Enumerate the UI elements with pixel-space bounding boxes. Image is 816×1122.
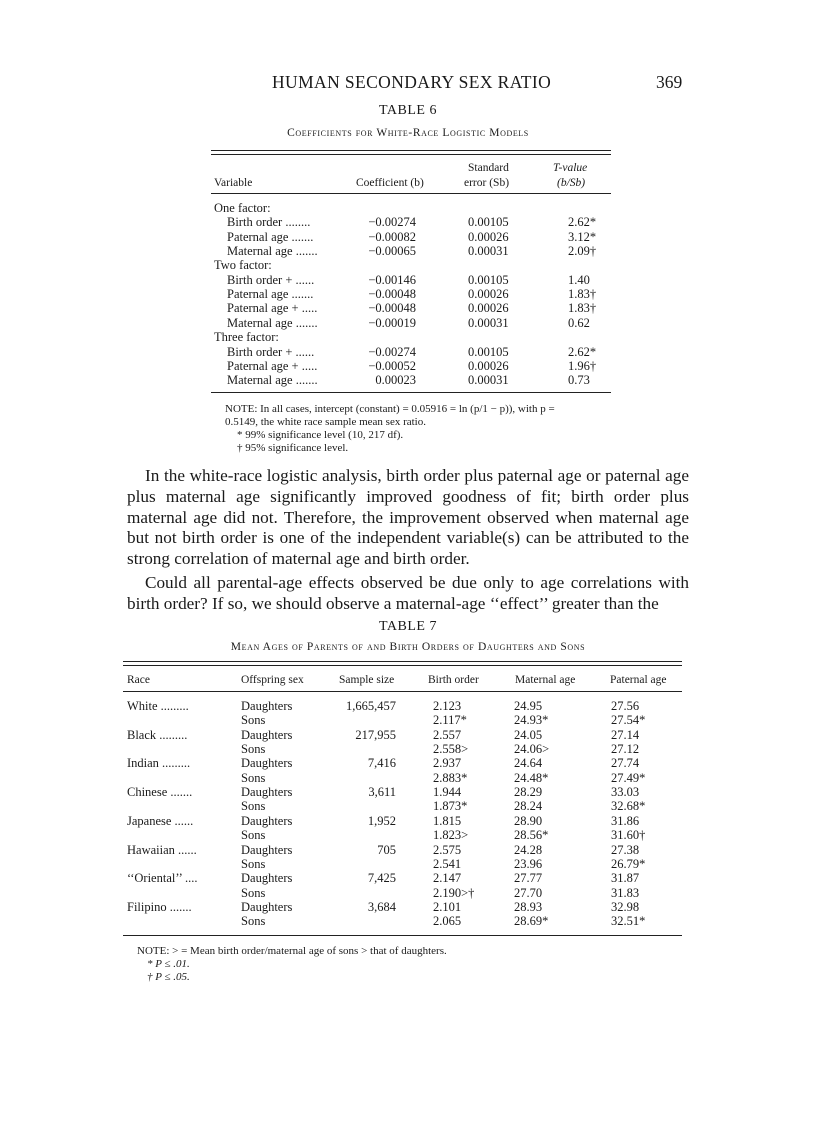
table7-paternal-age: 31.60† bbox=[611, 828, 646, 843]
table7-bottom-rule bbox=[123, 935, 682, 936]
table6-note-99: * 99% significance level (10, 217 df). bbox=[237, 429, 404, 441]
table7-birth-order: 1.944 bbox=[433, 785, 462, 800]
table7-offspring-sex: Sons bbox=[241, 799, 266, 814]
table6-header-se-2: error (Sb) bbox=[464, 177, 510, 189]
table7-paternal-age: 31.83 bbox=[611, 885, 640, 900]
table6-coefficient: −0.00274 bbox=[368, 344, 416, 359]
table7-maternal-age: 24.95 bbox=[514, 699, 543, 713]
table7-maternal-age: 28.93 bbox=[514, 899, 543, 914]
table6-caption: Coefficients for White-Race Logistic Models bbox=[287, 127, 529, 139]
table7-maternal-age: 24.48* bbox=[514, 770, 549, 785]
table7-maternal-age: 28.29 bbox=[514, 785, 543, 800]
table7-header-race: Race bbox=[127, 674, 150, 686]
table7-paternal-age: 32.51* bbox=[611, 914, 646, 929]
table7-birth-order: 2.883* bbox=[433, 770, 468, 785]
table6-note-intercept-cont: 0.5149, the white race sample mean sex ratio. bbox=[225, 416, 426, 428]
table6-variable: Paternal age + ..... bbox=[227, 301, 318, 316]
table7-birth-order: 2.575 bbox=[433, 842, 462, 857]
table6-coefficient: −0.00019 bbox=[368, 315, 416, 330]
table7-birth-order: 2.117* bbox=[433, 713, 467, 728]
table7-offspring-sex: Sons bbox=[241, 742, 266, 757]
table7-offspring-sex: Daughters bbox=[241, 899, 293, 914]
table7-row bbox=[127, 742, 687, 756]
table6-variable: Maternal age ....... bbox=[227, 315, 318, 330]
table6-t-value: 2.62* bbox=[568, 344, 597, 359]
table7-sample-size: 3,611 bbox=[368, 785, 396, 800]
table7-race: Hawaiian ...... bbox=[127, 842, 197, 857]
table7-offspring-sex: Sons bbox=[241, 856, 266, 871]
table7-offspring-sex: Daughters bbox=[241, 727, 293, 742]
table6-coefficient: −0.00146 bbox=[368, 272, 416, 287]
table6-coefficient: 0.00023 bbox=[375, 373, 416, 388]
table6-t-value: 1.40 bbox=[568, 272, 590, 287]
table7-birth-order: 2.190>† bbox=[433, 885, 475, 900]
table7-sample-size: 1,665,457 bbox=[346, 699, 396, 713]
table7 bbox=[127, 0, 687, 960]
table7-birth-order: 2.541 bbox=[433, 856, 462, 871]
table7-sample-size: 1,952 bbox=[367, 813, 396, 828]
table7-race: White ......... bbox=[127, 699, 189, 713]
table6-header-variable: Variable bbox=[214, 177, 253, 189]
table7-race: Indian ......... bbox=[127, 756, 191, 771]
table7-paternal-age: 27.49* bbox=[611, 770, 646, 785]
table6-t-value: 1.83† bbox=[568, 287, 597, 302]
table7-maternal-age: 28.90 bbox=[514, 813, 543, 828]
table7-birth-order: 2.147 bbox=[433, 871, 462, 886]
table6-variable: Maternal age ....... bbox=[227, 373, 318, 388]
table6-standard-error: 0.00031 bbox=[468, 315, 509, 330]
table7-header-rule bbox=[123, 691, 682, 692]
table7-race: ‘‘Oriental’’ .... bbox=[127, 871, 198, 886]
table6-coefficient: −0.00065 bbox=[368, 244, 416, 259]
table7-race: Japanese ...... bbox=[127, 813, 194, 828]
table6-standard-error: 0.00026 bbox=[468, 358, 509, 373]
table6-variable: Birth order + ...... bbox=[227, 344, 315, 359]
table7-header-maternal: Maternal age bbox=[515, 674, 576, 686]
table7-maternal-age: 28.56* bbox=[514, 828, 549, 843]
table7-maternal-age: 24.64 bbox=[514, 756, 543, 771]
table7-offspring-sex: Daughters bbox=[241, 871, 293, 886]
table7-maternal-age: 27.77 bbox=[514, 871, 543, 886]
table6-standard-error: 0.00026 bbox=[468, 229, 509, 244]
table7-row bbox=[127, 843, 687, 857]
table6-variable: Birth order ........ bbox=[227, 215, 311, 230]
table7-row bbox=[127, 799, 687, 813]
table7-note-p01: * P ≤ .01. bbox=[147, 958, 190, 970]
table7-caption: Mean Ages of Parents of and Birth Orders of Daughters and Sons bbox=[230, 641, 586, 653]
table7-paternal-age: 33.03 bbox=[611, 785, 640, 800]
table7-race: Chinese ....... bbox=[127, 785, 193, 800]
table7-paternal-age: 27.38 bbox=[611, 842, 640, 857]
table7-row bbox=[127, 756, 687, 770]
table7-birth-order: 2.123 bbox=[433, 699, 462, 713]
table6-variable: Maternal age ....... bbox=[227, 244, 318, 259]
table7-row bbox=[127, 914, 687, 928]
table7-offspring-sex: Daughters bbox=[241, 785, 293, 800]
table6-t-value: 0.62 bbox=[568, 315, 590, 330]
table7-birth-order: 2.557 bbox=[433, 727, 462, 742]
table6-coefficient: −0.00052 bbox=[368, 358, 416, 373]
table7-sample-size: 705 bbox=[377, 842, 396, 857]
table7-maternal-age: 23.96 bbox=[514, 856, 543, 871]
table7-maternal-age: 24.05 bbox=[514, 727, 543, 742]
table6-t-value: 0.73 bbox=[568, 373, 590, 388]
table7-maternal-age: 28.69* bbox=[514, 914, 549, 929]
body-paragraph-2: Could all parental-age effects observed be due only to age correlations with birth order? If so, we should observe a maternal-age ‘‘effect’’ greater than the bbox=[127, 572, 689, 613]
table6-coefficient: −0.00048 bbox=[368, 287, 416, 302]
table6-label: TABLE 6 bbox=[379, 103, 437, 118]
table7-row bbox=[127, 886, 687, 900]
table7-offspring-sex: Sons bbox=[241, 770, 266, 785]
table7-note-main: NOTE: > = Mean birth order/maternal age of sons > that of daughters. bbox=[137, 945, 447, 957]
table6-header-se-1: Standard bbox=[468, 162, 509, 174]
table7-offspring-sex: Sons bbox=[241, 713, 266, 728]
table7-birth-order: 2.937 bbox=[433, 756, 462, 771]
table7-label: TABLE 7 bbox=[379, 619, 437, 634]
table7-sample-size: 217,955 bbox=[355, 727, 396, 742]
table7-row bbox=[127, 828, 687, 842]
table7-paternal-age: 27.74 bbox=[611, 756, 640, 771]
table7-maternal-age: 24.28 bbox=[514, 842, 543, 857]
table7-sample-size: 7,416 bbox=[367, 756, 396, 771]
table7-row bbox=[127, 900, 687, 914]
table7-offspring-sex: Sons bbox=[241, 914, 266, 929]
table6-header-coefficient: Coefficient (b) bbox=[356, 177, 424, 189]
table7-row bbox=[127, 728, 687, 742]
table7-offspring-sex: Daughters bbox=[241, 842, 293, 857]
table7-row bbox=[127, 871, 687, 885]
table7-row bbox=[127, 857, 687, 871]
table6-variable: Paternal age + ..... bbox=[227, 358, 318, 373]
table7-paternal-age: 32.98 bbox=[611, 899, 640, 914]
table7-row bbox=[127, 785, 687, 799]
page-number: 369 bbox=[656, 72, 683, 92]
table7-row bbox=[127, 713, 687, 727]
table7-race: Filipino ....... bbox=[127, 899, 192, 914]
table6-group-label: One factor: bbox=[214, 201, 271, 215]
table7-offspring-sex: Daughters bbox=[241, 813, 293, 828]
table7-paternal-age: 32.68* bbox=[611, 799, 646, 814]
table7-birth-order: 2.558> bbox=[433, 742, 469, 757]
table7-paternal-age: 31.86 bbox=[611, 813, 640, 828]
table7-header-size: Sample size bbox=[339, 674, 395, 686]
table7-offspring-sex: Daughters bbox=[241, 756, 293, 771]
table6-coefficient: −0.00048 bbox=[368, 301, 416, 316]
table6-group-label: Two factor: bbox=[214, 258, 272, 273]
table7-paternal-age: 27.12 bbox=[611, 742, 640, 757]
table6-note-95: † 95% significance level. bbox=[237, 442, 349, 454]
table6-standard-error: 0.00105 bbox=[468, 215, 509, 230]
table6-header-t-1: T-value bbox=[553, 162, 588, 174]
table6-standard-error: 0.00031 bbox=[468, 244, 509, 259]
table7-note-p05: † P ≤ .05. bbox=[147, 971, 190, 983]
table7-sample-size: 7,425 bbox=[367, 871, 396, 886]
table7-maternal-age: 24.93* bbox=[514, 713, 549, 728]
table7-row bbox=[127, 699, 687, 713]
table6-t-value: 1.83† bbox=[568, 301, 597, 316]
table6-t-value: 1.96† bbox=[568, 358, 597, 373]
table7-row bbox=[127, 814, 687, 828]
table6-variable: Birth order + ...... bbox=[227, 272, 315, 287]
table7-birth-order: 1.823> bbox=[433, 828, 469, 843]
table7-offspring-sex: Daughters bbox=[241, 699, 293, 713]
table6-standard-error: 0.00105 bbox=[468, 344, 509, 359]
table7-paternal-age: 27.54* bbox=[611, 713, 646, 728]
table7-sample-size: 3,684 bbox=[367, 899, 396, 914]
table7-header-birth-order: Birth order bbox=[428, 674, 479, 686]
table6-note-intercept: NOTE: In all cases, intercept (constant) = 0.05916 = ln (p/1 − p)), with p = bbox=[225, 403, 555, 415]
table6-variable: Paternal age ....... bbox=[227, 229, 314, 244]
table7-paternal-age: 31.87 bbox=[611, 871, 640, 886]
table7-maternal-age: 28.24 bbox=[514, 799, 543, 814]
table6-header-t-2: (b/Sb) bbox=[557, 177, 586, 189]
table6-group-label: Three factor: bbox=[214, 330, 279, 345]
table7-birth-order: 2.065 bbox=[433, 914, 462, 929]
running-head-title: HUMAN SECONDARY SEX RATIO bbox=[272, 72, 552, 92]
table6-standard-error: 0.00031 bbox=[468, 373, 509, 388]
table7-paternal-age: 27.14 bbox=[611, 727, 640, 742]
table6-coefficient: −0.00274 bbox=[368, 215, 416, 230]
table7-maternal-age: 27.70 bbox=[514, 885, 543, 900]
body-paragraph-1: In the white-race logistic analysis, birth order plus paternal age or paternal age plus maternal age significantly improved goodness of fit; birth order plus maternal age did not. Therefore, the improvement observed when maternal age but not birth order is one of the independent variable(s) can be attributed to the strong correlation of maternal age and birth order. bbox=[127, 466, 689, 569]
table7-race: Black ......... bbox=[127, 727, 188, 742]
table6-standard-error: 0.00105 bbox=[468, 272, 509, 287]
table7-birth-order: 2.101 bbox=[433, 899, 462, 914]
table7-offspring-sex: Sons bbox=[241, 885, 266, 900]
table7-birth-order: 1.815 bbox=[433, 813, 462, 828]
table7-paternal-age: 27.56 bbox=[611, 699, 640, 713]
table7-birth-order: 1.873* bbox=[433, 799, 468, 814]
table7-notes bbox=[137, 945, 447, 984]
table6-t-value: 2.62* bbox=[568, 215, 597, 230]
table6-variable: Paternal age ....... bbox=[227, 287, 314, 302]
table6-coefficient: −0.00082 bbox=[368, 229, 416, 244]
table7-row bbox=[127, 771, 687, 785]
table7-offspring-sex: Sons bbox=[241, 828, 266, 843]
table7-maternal-age: 24.06> bbox=[514, 742, 550, 757]
table6-t-value: 3.12* bbox=[568, 229, 597, 244]
table6-standard-error: 0.00026 bbox=[468, 301, 509, 316]
table7-header-sex: Offspring sex bbox=[241, 674, 304, 686]
table6-t-value: 2.09† bbox=[568, 244, 597, 259]
table7-paternal-age: 26.79* bbox=[611, 856, 646, 871]
table7-header-paternal: Paternal age bbox=[610, 674, 667, 686]
table6-standard-error: 0.00026 bbox=[468, 287, 509, 302]
